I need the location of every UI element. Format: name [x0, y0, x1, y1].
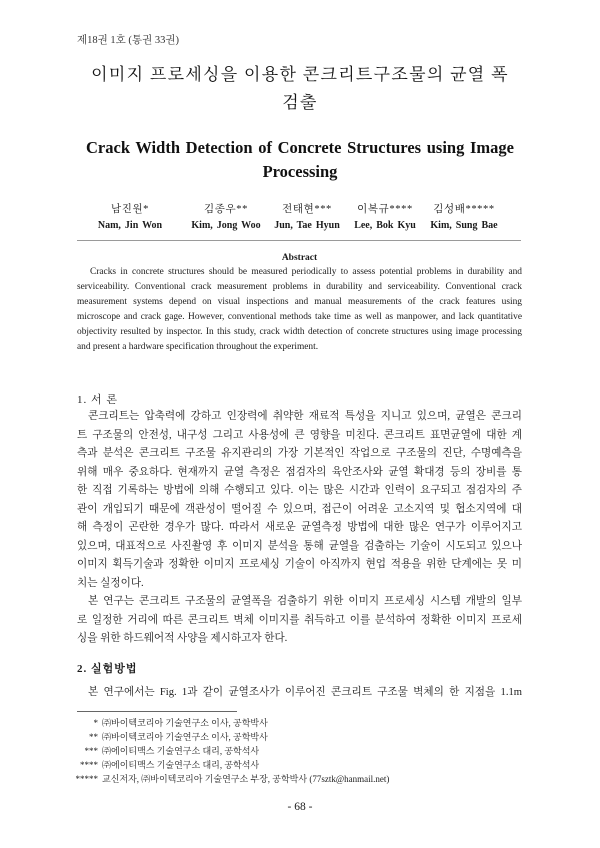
header-divider: [77, 240, 521, 241]
author-name-korean: 김종우**: [204, 204, 248, 215]
author-3: [265, 202, 349, 234]
body-line: 관이 개입되기 때문에 객관성이 떨어질 수 있으며, 접근이 어려운 고소지역 및 협소지역에 대: [77, 503, 522, 515]
footnote-text: ㈜바이텍코리아 기술연구소 이사, 공학박사: [102, 732, 268, 742]
footnote-text: 교신저자, ㈜바이텍코리아 기술연구소 부장, 공학박사 (77sztk@hanmail.net): [102, 774, 390, 784]
footnote-marker: ***: [84, 746, 98, 756]
title-korean-line: 검출: [282, 93, 318, 112]
abstract-line: measurement systems depend on visual inspections and manual measurements of the crack features using: [77, 297, 522, 307]
footnote: [74, 758, 514, 772]
footnote-text: ㈜에이티맥스 기술연구소 대리, 공학석사: [102, 746, 260, 756]
author-name-korean: 전태현***: [282, 204, 332, 215]
author-name-english: Lee, Bok Kyu: [354, 220, 416, 231]
footnote: [74, 730, 514, 744]
footnote-text: ㈜에이티맥스 기술연구소 대리, 공학석사: [102, 760, 260, 770]
body-line: 측과 분석은 콘크리트 구조물 유지관리의 가장 기본적인 작업으로 구조물의 진단, 수명예측을: [77, 448, 522, 459]
author-5: [422, 202, 506, 234]
footnote: [74, 716, 514, 730]
abstract-line: Cracks in concrete structures should be measured periodically to assess potential problems in durability and: [90, 267, 522, 277]
body-line: 로 일정한 거리에 따른 콘크리트 벽체 이미지를 취득하고 이를 분석하여 정확한 이미지 프로세: [77, 614, 522, 626]
author-name-english: Kim, Jong Woo: [191, 220, 261, 231]
footnote-marker: *****: [75, 774, 98, 784]
abstract-heading: Abstract: [281, 253, 318, 263]
footnote: [74, 772, 514, 786]
author-4: [343, 202, 427, 234]
author-name-korean: 남진원*: [110, 204, 150, 215]
author-1: [88, 202, 172, 234]
section-heading-method: 2. 실험방법: [77, 663, 138, 675]
body-line: 콘크리트는 압축력에 강하고 인장력에 취약한 재료적 특성을 지니고 있으며, 균열은 콘크리: [88, 411, 522, 422]
title-english-line: Processing: [262, 162, 338, 181]
section-body-method: [77, 684, 522, 703]
footnote-text: ㈜바이텍코리아 기술연구소 이사, 공학박사: [102, 718, 268, 728]
author-2: [184, 202, 268, 234]
body-line: 이미지 획득기술과 정확한 이미지 프로세싱 기술이 아직까지 현업 적용을 위한 단계에는 못 미: [77, 559, 522, 570]
abstract-line: and present a hardware specification throughout the experiment.: [77, 342, 319, 352]
footnote: [74, 744, 514, 758]
body-line: 있으며, 대표적으로 사진촬영 후 이미지 분석을 통해 균열을 검출하는 기술이 시도되고 있으나: [77, 540, 522, 552]
abstract-line: serviceability. Conventional crack measurement problems in durability and serviceability. Conventional crack: [77, 282, 522, 292]
body-line: 싱을 위한 하드웨어적 사양을 제시하고자 한다.: [77, 633, 288, 644]
title-english-line: Crack Width Detection of Concrete Structures using Image: [86, 138, 514, 157]
body-line: 치는 실정이다.: [77, 577, 144, 589]
section-body-introduction: [77, 408, 522, 649]
body-line: 본 연구는 콘크리트 구조물의 균열폭을 검출하기 위한 이미지 프로세싱 시스템 개발의 일부: [88, 596, 522, 607]
author-name-english: Jun, Tae Hyun: [274, 220, 340, 231]
body-line: 본 연구에서는 Fig. 1과 같이 균열조사가 이루어진 콘크리트 구조물 벽체의 한 지점을 1.1m: [88, 687, 522, 698]
title-korean-line: 이미지 프로세싱을 이용한 콘크리트구조물의 균열 폭: [91, 65, 509, 84]
author-name-english: Nam, Jin Won: [97, 220, 163, 231]
body-line: 트 구조물의 안전성, 내구성 그리고 사용성에 큰 영향을 미친다. 콘크리트 표면균열에 대한 계: [77, 429, 522, 441]
body-line: 위해 매우 중요하다. 현재까지 균열 측정은 점검자의 육안조사와 균열 확대경 등의 장비를 통: [77, 466, 522, 478]
footnote-marker: ****: [80, 760, 98, 770]
abstract-line: microscope and crack gage. However, conventional methods take time as well as manpower, and lack quantitative: [77, 312, 522, 322]
author-name-english: Kim, Sung Bae: [430, 220, 498, 231]
title-english: [86, 136, 514, 184]
footnotes: [74, 716, 514, 786]
footnote-divider: [77, 711, 237, 712]
journal-header: 제18권 1호 (통권 33권): [77, 35, 179, 46]
author-name-korean: 김성배*****: [433, 204, 495, 215]
author-name-korean: 이복규****: [357, 204, 413, 215]
footnote-marker: **: [89, 732, 98, 742]
abstract-line: objectivity resulted by inspector. In this study, crack width detection of concrete structures using image processing: [77, 327, 522, 337]
body-line: 해 측정이 곤란한 경우가 많다. 따라서 새로운 균열측정 방법에 대한 많은 연구가 이루어지고: [77, 522, 522, 533]
page-number: - 68 -: [287, 801, 313, 813]
footnote-marker: *: [93, 718, 98, 728]
title-korean: [60, 61, 540, 117]
abstract-body: [77, 265, 522, 355]
body-line: 한 직접 기록하는 방법에 의해 수행되고 있다. 이는 많은 시간과 인력이 요구되고 점검자의 주: [77, 485, 522, 496]
section-heading-introduction: 1. 서 론: [77, 394, 119, 406]
